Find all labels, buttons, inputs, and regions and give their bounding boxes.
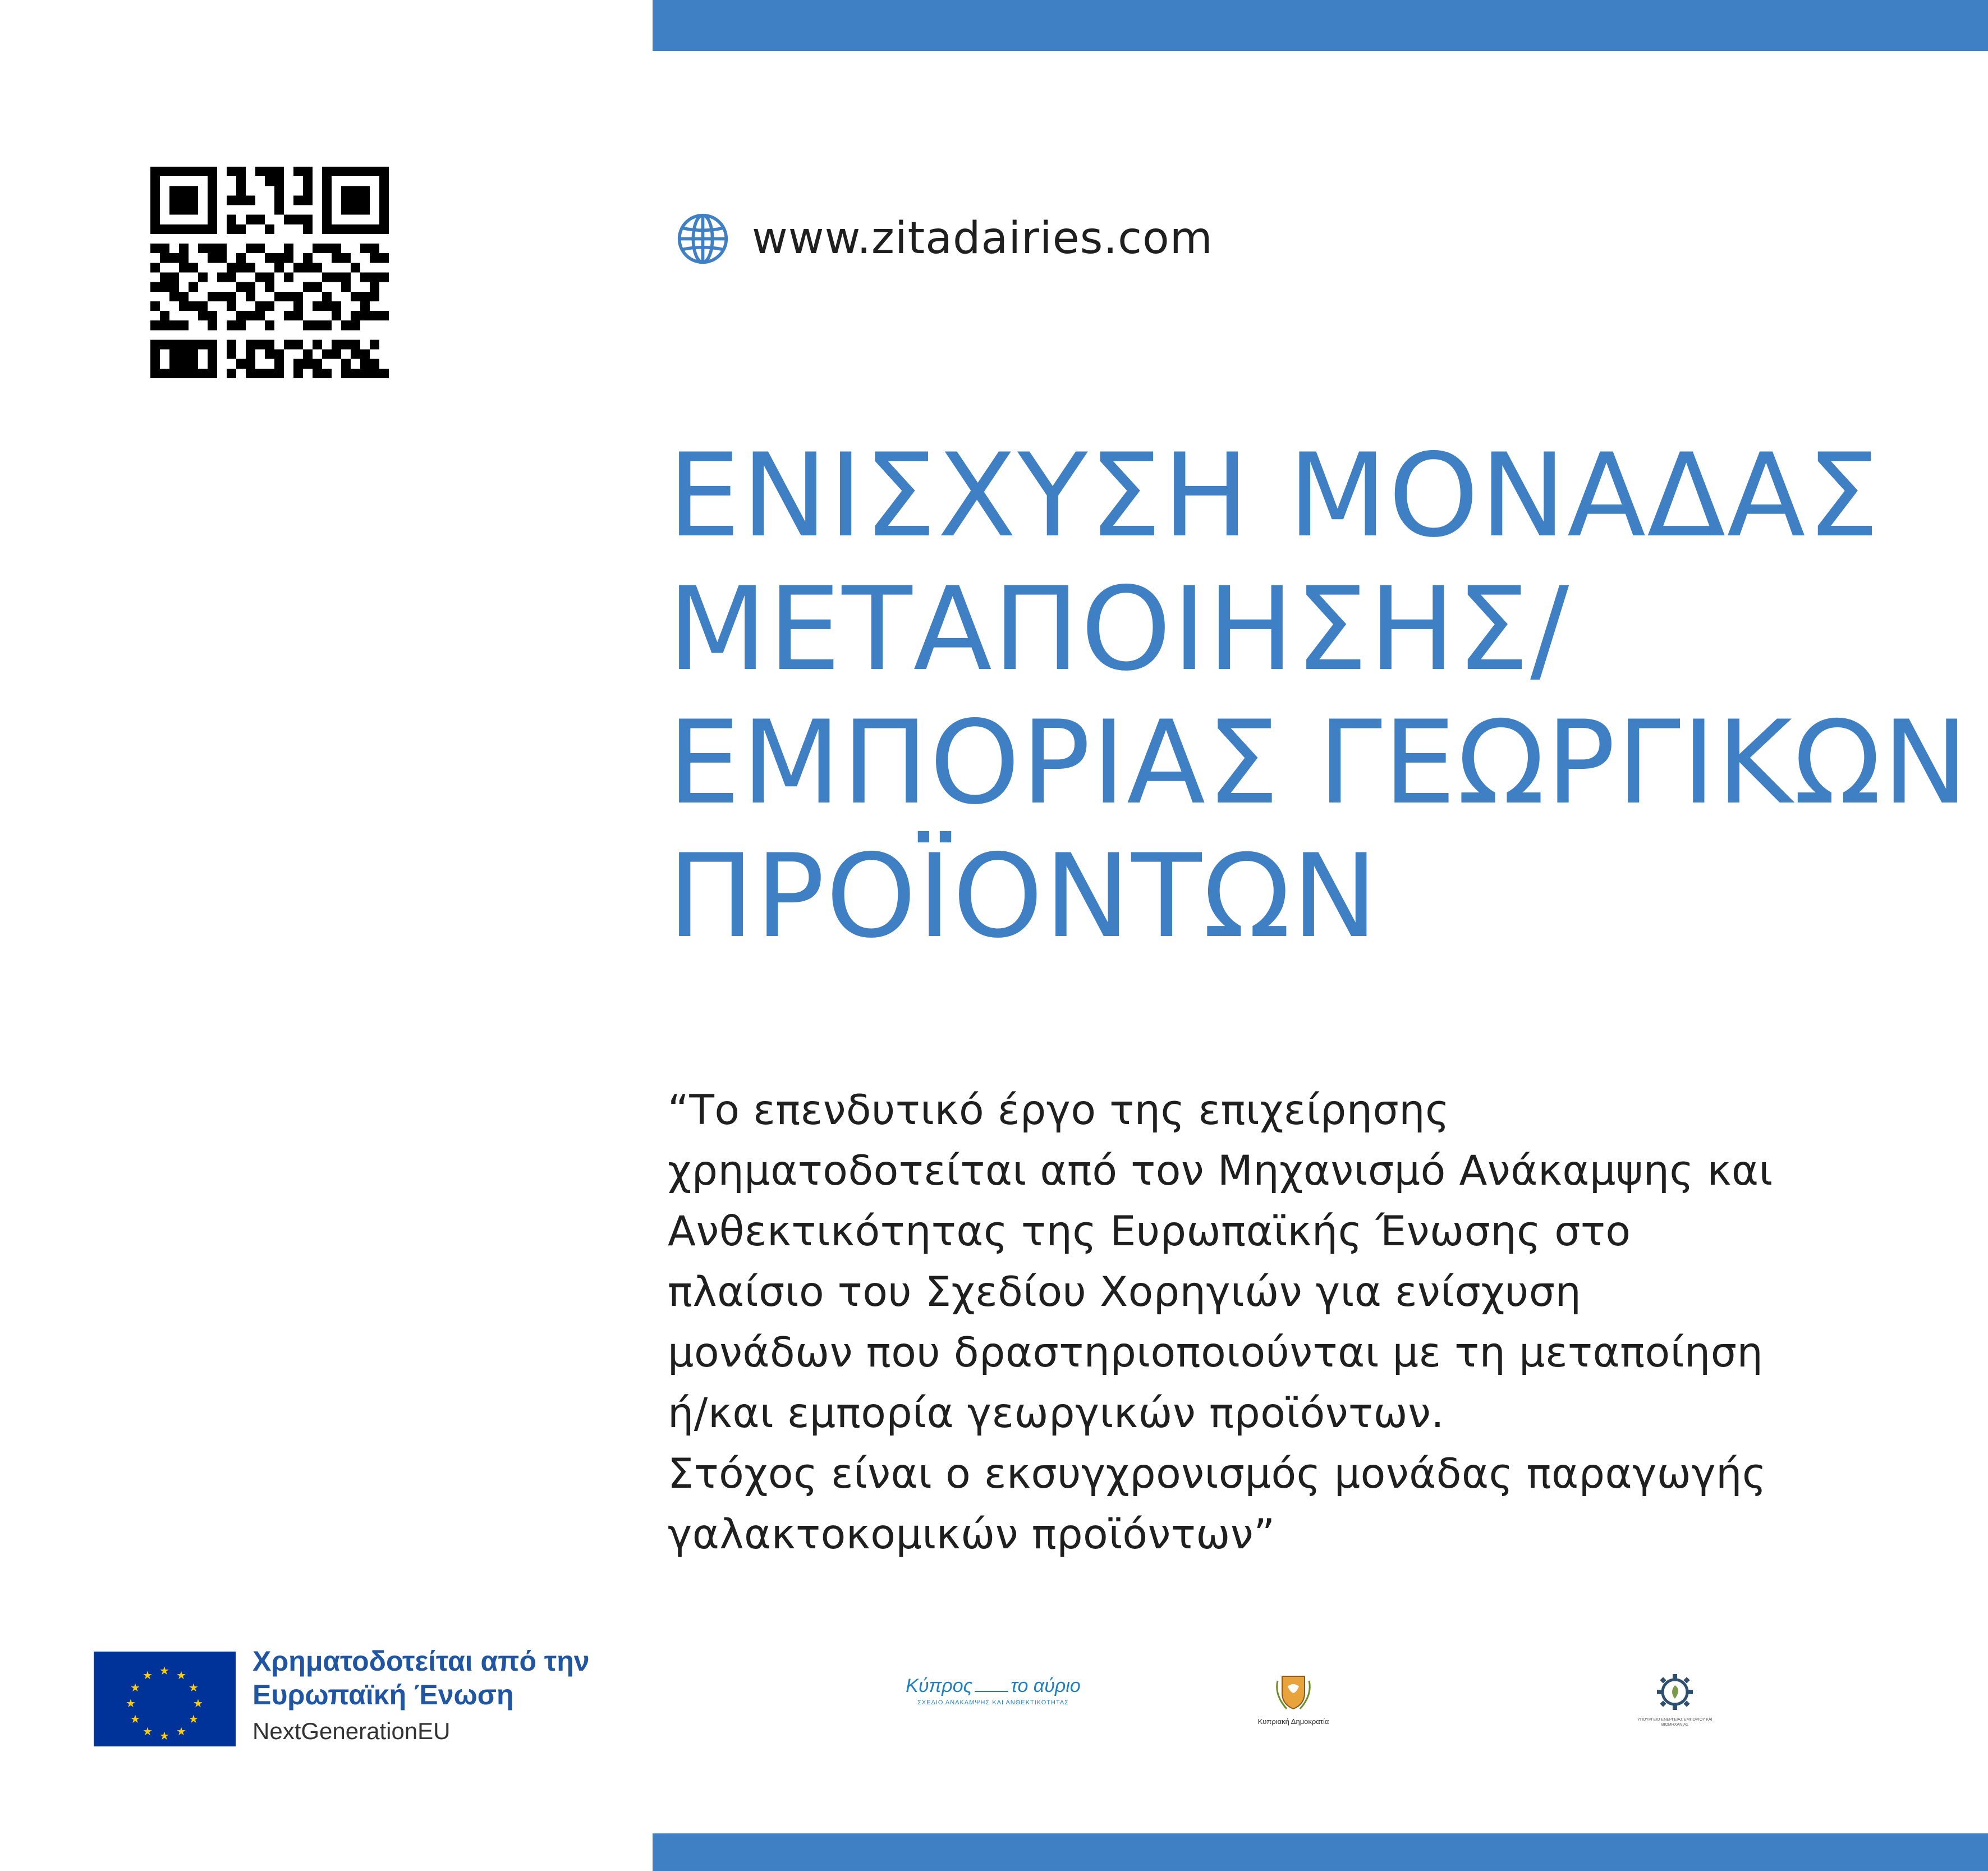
- description-line: Στόχος είναι ο εκσυγχρονισμός μονάδας παραγωγής: [668, 1450, 1767, 1498]
- website-row[interactable]: [676, 210, 1213, 267]
- title-line: ΕΝΙΣΧΥΣΗ ΜΟΝΑΔΑΣ: [668, 429, 1881, 563]
- svg-text:★: ★: [130, 1681, 140, 1694]
- description-line: “Το επενδυτικό έργο της επιχείρησης: [668, 1086, 1450, 1134]
- next-generation-eu: NextGenerationEU: [252, 1718, 451, 1744]
- svg-text:★: ★: [143, 1725, 153, 1738]
- svg-text:★: ★: [189, 1681, 199, 1694]
- svg-text:★: ★: [176, 1725, 186, 1738]
- description-line: Ανθεκτικότητας της Ευρωπαϊκής Ένωσης στο: [668, 1208, 1631, 1255]
- svg-text:★: ★: [193, 1696, 203, 1710]
- eu-funding-line: Χρηματοδοτείται από την: [252, 1645, 590, 1677]
- cyprus-emblem: [1248, 1670, 1338, 1726]
- svg-text:★: ★: [159, 1664, 169, 1677]
- ministry-label: ΥΠΟΥΡΓΕΙΟ ΕΝΕΡΓΕΙΑΣ ΕΜΠΟΡΙΟΥ ΚΑΙ ΒΙΟΜΗΧΑΝΙΑΣ: [1637, 1718, 1712, 1727]
- svg-text:★: ★: [189, 1712, 199, 1726]
- kypros-subtitle: ΣΧΕΔΙΟ ΑΝΑΚΑΜΨΗΣ ΚΑΙ ΑΝΘΕΚΤΙΚΟΤΗΤΑΣ: [917, 1699, 1069, 1706]
- page-title: [668, 429, 1970, 964]
- description-line: ή/και εμπορία γεωργικών προϊόντων.: [668, 1390, 1445, 1437]
- description-line: πλαίσιο του Σχεδίου Χορηγιών για ενίσχυση: [668, 1268, 1582, 1316]
- description-line: μονάδων που δραστηριοποιούνται με τη μεταποίηση: [668, 1329, 1764, 1377]
- kypros-logo-part: Κύπρος: [906, 1675, 973, 1696]
- title-line: ΜΕΤΑΠΟΙΗΣΗΣ/: [668, 563, 1571, 696]
- description-line: γαλακτοκομικών προϊόντων”: [668, 1511, 1275, 1558]
- gear-icon: [1652, 1670, 1697, 1714]
- cyprus-emblem-label: Κυπριακή Δημοκρατία: [1257, 1717, 1329, 1726]
- qr-code[interactable]: [150, 167, 389, 378]
- globe-icon: [676, 212, 729, 265]
- svg-text:★: ★: [159, 1729, 169, 1742]
- kypros-logo: [887, 1675, 1100, 1706]
- title-line: ΕΜΠΟΡΙΑΣ ΓΕΩΡΓΙΚΩΝ: [668, 696, 1970, 830]
- svg-text:★: ★: [130, 1712, 140, 1726]
- project-description: [668, 1080, 1930, 1565]
- eu-funding-text: [252, 1644, 590, 1748]
- kypros-logo-part: το αύριο: [1011, 1675, 1081, 1696]
- bottom-accent-bar: [653, 1833, 1988, 1871]
- svg-text:★: ★: [126, 1696, 136, 1710]
- top-accent-bar: [653, 0, 1988, 51]
- ministry-logo: [1627, 1670, 1723, 1727]
- svg-text:★: ★: [176, 1668, 186, 1682]
- title-line: ΠΡΟΪΟΝΤΩΝ: [668, 830, 1379, 964]
- cyprus-emblem-icon: [1271, 1670, 1316, 1714]
- svg-text:★: ★: [143, 1668, 153, 1682]
- eu-flag-icon: [94, 1652, 236, 1746]
- website-link[interactable]: www.zitadairies.com: [752, 213, 1213, 264]
- eu-funding-line: Ευρωπαϊκή Ένωση: [252, 1679, 514, 1711]
- description-line: χρηματοδοτείται από τον Μηχανισμό Ανάκαμψης και: [668, 1147, 1773, 1195]
